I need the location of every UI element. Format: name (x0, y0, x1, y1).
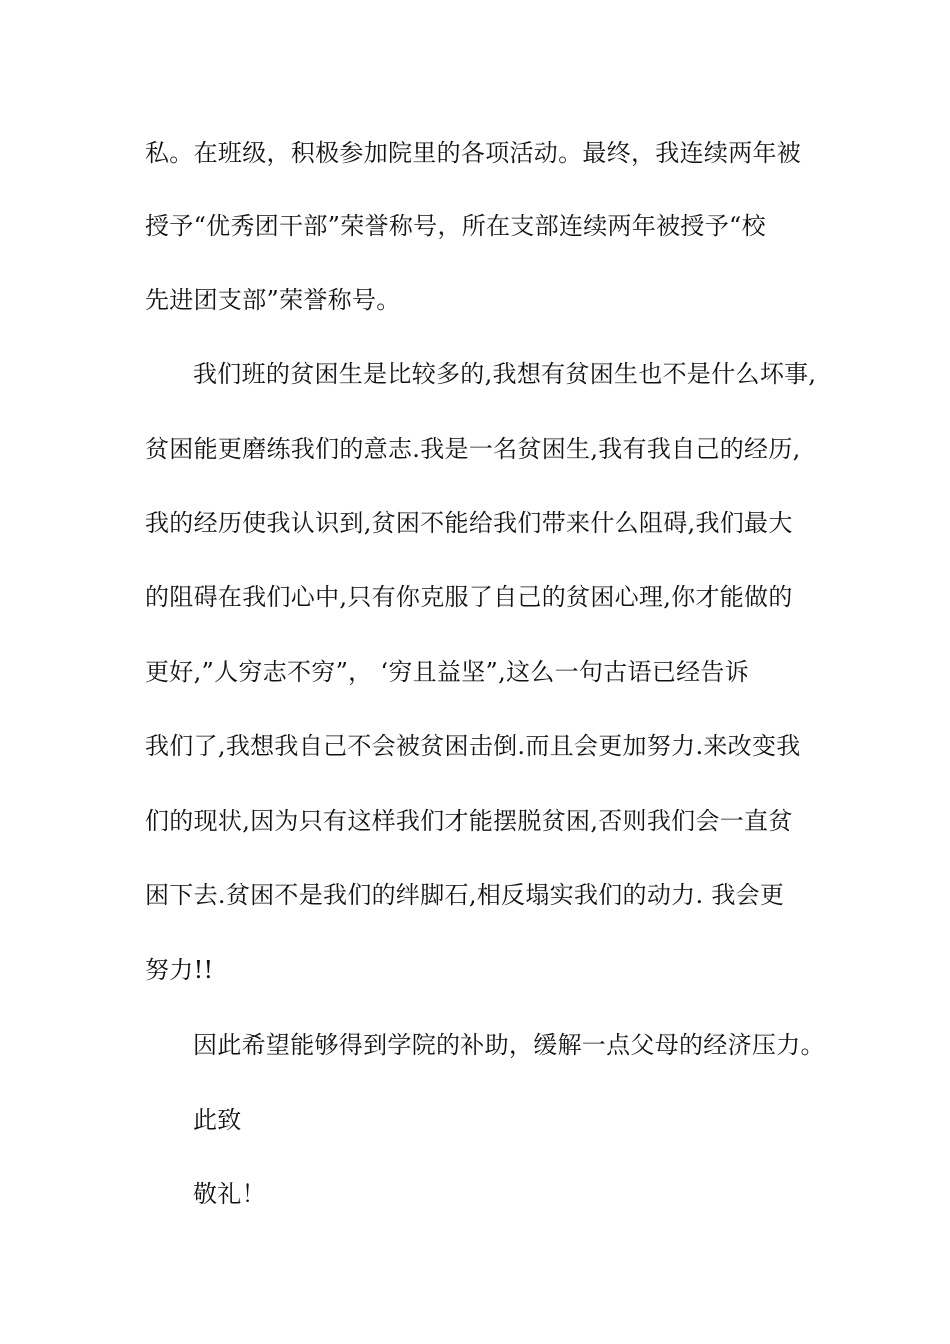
paragraph-line-1: 私。在班级，积极参加院里的各项活动。最终，我连续两年被 (145, 139, 802, 167)
paragraph-line-8: 更好,”人穷志不穷”， ‘穷且益坚”,这么一句古语已经告诉 (145, 658, 750, 686)
paragraph-line-7: 的阻碍在我们心中,只有你克服了自己的贫困心理,你才能做的 (145, 583, 793, 611)
paragraph-line-2: 授予“优秀团干部”荣誉称号，所在支部连续两年被授予“校 (145, 212, 766, 240)
paragraph-line-6: 我的经历使我认识到,贫困不能给我们带来什么阻碍,我们最大 (145, 509, 793, 537)
paragraph-line-11: 困下去.贫困不是我们的绊脚石,相反塌实我们的动力. 我会更 (145, 881, 785, 909)
paragraph-line-12: 努力!! (145, 956, 214, 984)
paragraph-line-10: 们的现状,因为只有这样我们才能摆脱贫困,否则我们会一直贫 (145, 807, 793, 835)
paragraph-line-3: 先进团支部”荣誉称号。 (145, 286, 401, 314)
closing-ci-zhi: 此致 (193, 1106, 242, 1134)
paragraph-line-4: 我们班的贫困生是比较多的,我想有贫困生也不是什么坏事, (193, 360, 817, 388)
paragraph-line-9: 我们了,我想我自己不会被贫困击倒.而且会更加努力.来改变我 (145, 732, 801, 760)
closing-jing-li: 敬礼！ (193, 1180, 266, 1208)
paragraph-line-13: 因此希望能够得到学院的补助，缓解一点父母的经济压力。 (193, 1031, 825, 1059)
paragraph-line-5: 贫困能更磨练我们的意志.我是一名贫困生,我有我自己的经历, (145, 435, 801, 463)
